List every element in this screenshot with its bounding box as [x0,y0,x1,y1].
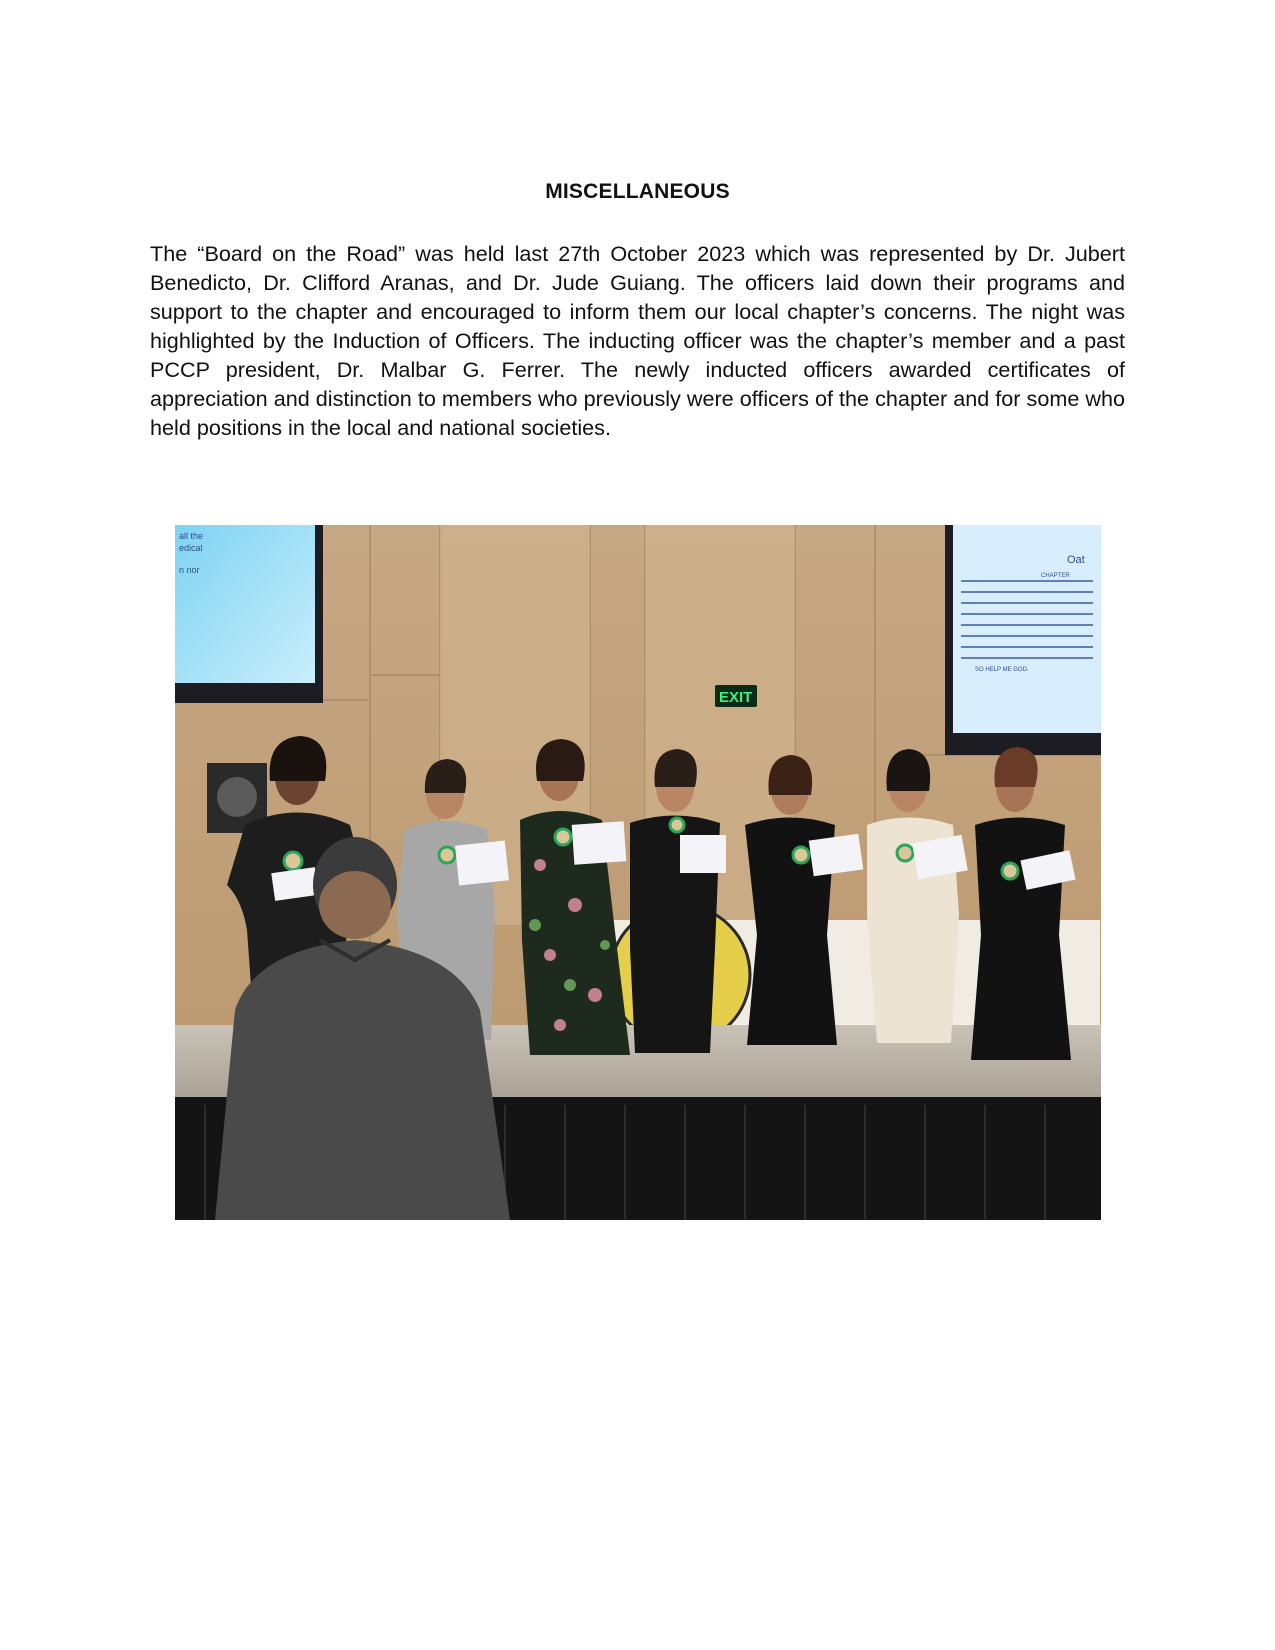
screen-left-line-1: all the [179,531,204,541]
screen-right-title: Oat [1067,554,1085,566]
page-heading: MISCELLANEOUS [545,180,730,203]
screen-right-chapter: CHAPTER [1041,573,1070,579]
induction-photo [175,525,1101,1220]
exit-sign-label: EXIT [719,689,753,706]
screen-right-closing: SO HELP ME GOD. [975,667,1029,673]
body-paragraph: The “Board on the Road” was held last 27th October 2023 which was represented by Dr. Jubert Benedicto, Dr. Clifford Aranas, and Dr. Jude Guiang. The officers laid down their programs and support to the chapter and encouraged to inform them our local chapter’s concerns. The night was highlighted by the Induction of Officers. The inducting officer was the chapter’s member and a past PCCP president, Dr. Malbar G. Ferrer. The newly inducted officers awarded certificates of appreciation and distinction to members who previously were officers of the chapter and for some who held positions in the local and national societies. [150,241,1125,440]
screen-left-line-2: edical [179,543,203,553]
screen-left-line-3: n nor [179,565,200,575]
